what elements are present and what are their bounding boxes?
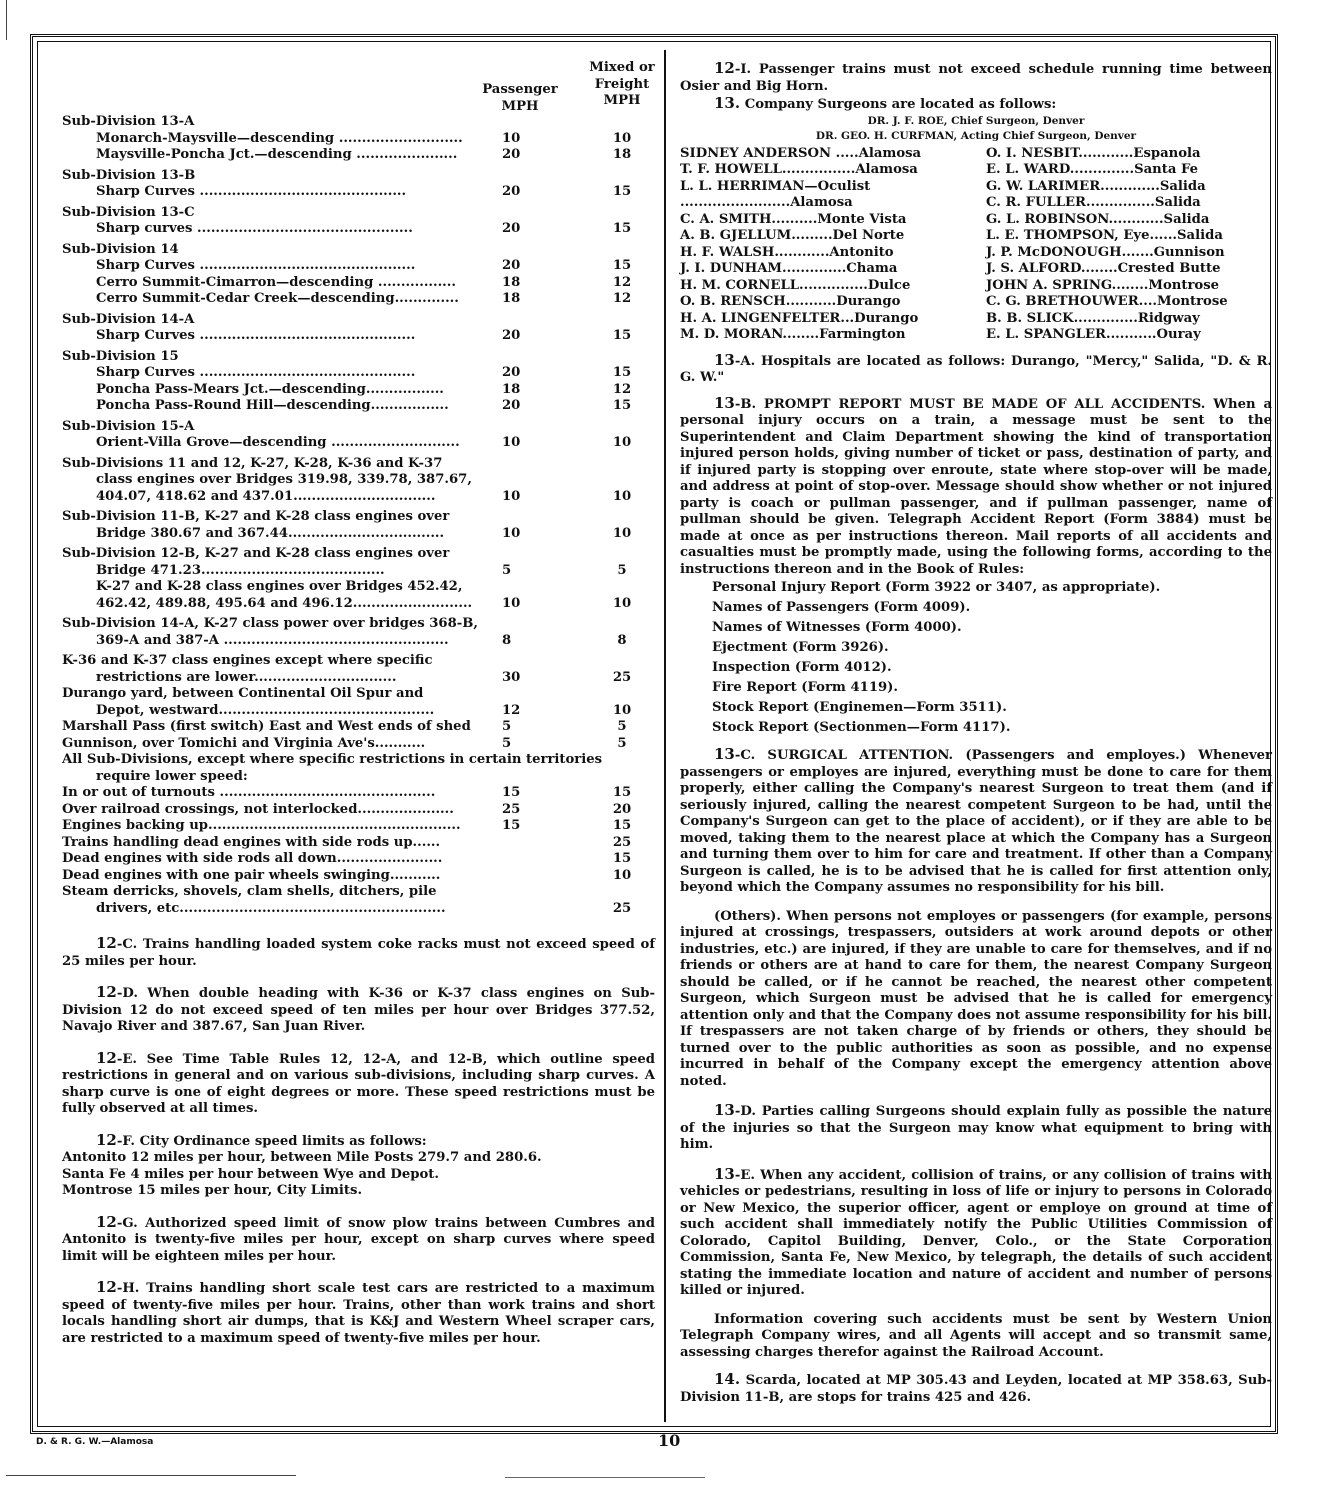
speed-row-label: Cerro Summit-Cimarron—descending ................. xyxy=(96,274,456,290)
footer-office: D. & R. G. W.—Alamosa xyxy=(36,1437,154,1447)
speed-row xyxy=(62,719,655,736)
speed-row xyxy=(62,884,655,901)
speed-row xyxy=(62,835,655,852)
freight-speed: 15 xyxy=(612,398,632,413)
surgeon-entry: C. G. BRETHOUWER....Montrose xyxy=(986,294,1228,309)
subdivision-heading xyxy=(62,114,655,131)
passenger-speed: 8 xyxy=(502,632,512,648)
passenger-speed: 18 xyxy=(502,291,521,306)
speed-row xyxy=(62,769,655,786)
surgeon-entry: H. A. LINGENFELTER...Durango xyxy=(680,310,919,326)
passenger-speed: 20 xyxy=(502,221,521,236)
freight-speed: 10 xyxy=(612,867,632,883)
freight-speed: 15 xyxy=(612,851,632,866)
freight-speed: 12 xyxy=(612,274,632,290)
passenger-speed: 12 xyxy=(502,702,521,718)
speed-row-label: require lower speed: xyxy=(96,768,248,784)
subdivision-heading xyxy=(62,205,655,222)
passenger-speed: 18 xyxy=(502,381,521,397)
surgeon-row xyxy=(680,228,1272,245)
speed-row-label: Cerro Summit-Cedar Creek—descending.............. xyxy=(96,291,459,306)
form-list xyxy=(680,578,1272,738)
surgeon-entry: L. E. THOMPSON, Eye......Salida xyxy=(986,228,1223,243)
speed-row xyxy=(62,435,655,452)
speed-row-label: drivers, etc.......................................................... xyxy=(96,900,446,916)
speed-row-label: Sharp Curves ............................................... xyxy=(96,328,416,343)
chief-surgeon: DR. J. F. ROE, Chief Surgeon, Denver xyxy=(867,114,1085,127)
passenger-speed: 10 xyxy=(502,488,521,504)
speed-row xyxy=(62,670,655,687)
city-speed-limit: Antonito 12 miles per hour, between Mile Posts 279.7 and 280.6. xyxy=(62,1150,542,1165)
speed-row xyxy=(62,328,655,345)
speed-row xyxy=(62,802,655,819)
speed-row xyxy=(62,526,655,543)
speed-row-label: Durango yard, between Continental Oil Spur and xyxy=(62,686,424,701)
rule-12-i: 12-I. Passenger trains must not exceed schedule running time between Osier and Big Horn. xyxy=(680,59,1272,94)
surgeon-entry: C. R. FULLER...............Salida xyxy=(986,195,1201,210)
speed-row xyxy=(62,736,655,753)
speed-table xyxy=(62,114,655,917)
report-form-item: Ejectment (Form 3926). xyxy=(712,640,889,655)
surgeon-entry: H. F. WALSH............Antonito xyxy=(680,244,894,260)
speed-row-label: Sharp Curves ............................................... xyxy=(96,365,416,380)
report-form-item: Stock Report (Enginemen—Form 3511). xyxy=(712,700,1007,715)
speed-row xyxy=(62,633,655,650)
freight-speed: 15 xyxy=(612,365,632,380)
surgeon-entry: E. L. SPANGLER...........Ouray xyxy=(986,327,1201,342)
speed-row-label: 462.42, 489.88, 495.64 and 496.12.......................... xyxy=(96,595,473,611)
speed-row-label: Trains handling dead engines with side rods up...... xyxy=(62,834,441,850)
right-column xyxy=(680,58,1272,1406)
surgeon-row xyxy=(680,179,1272,196)
speed-row-label: Sub-Division 13-B xyxy=(62,167,196,183)
freight-speed: 15 xyxy=(612,818,632,833)
speed-row-label: Steam derricks, shovels, clam shells, ditchers, pile xyxy=(62,884,437,899)
speed-row-label: Over railroad crossings, not interlocked..................... xyxy=(62,801,454,817)
rule-12-d: 12-D. When double heading with K-36 or K-37 class engines on Sub-Division 12 do not exceed speed of ten miles per hour over Bridges 377.52, Navajo River and 387.67, San Juan River. xyxy=(62,983,655,1034)
freight-speed: 20 xyxy=(612,801,632,817)
speed-row-label: 369-A and 387-A ................................................. xyxy=(96,632,449,648)
speed-row xyxy=(62,221,655,238)
freight-mph-header: Mixed or Freight MPH xyxy=(589,60,655,108)
surgeon-row xyxy=(680,294,1272,311)
speed-row-label: All Sub-Divisions, except where specific restrictions in certain territories xyxy=(62,752,603,767)
freight-speed: 15 xyxy=(612,258,632,273)
column-divider xyxy=(664,50,666,1422)
surgeon-entry: SIDNEY ANDERSON .....Alamosa xyxy=(680,145,922,161)
rule-13-a: 13-A. Hospitals are located as follows: Durango, "Mercy," Salida, "D. & R. G. W." xyxy=(680,350,1272,385)
speed-row xyxy=(62,382,655,399)
speed-row xyxy=(62,291,655,308)
speed-row-label: Marshall Pass (first switch) East and West ends of shed xyxy=(62,719,471,734)
speed-row xyxy=(62,398,655,415)
speed-row-label: Sub-Division 14 xyxy=(62,241,179,257)
passenger-speed: 20 xyxy=(502,258,521,273)
subdivision-heading xyxy=(62,456,655,473)
freight-speed: 25 xyxy=(612,900,632,916)
passenger-speed: 15 xyxy=(502,785,521,800)
rule-12-c: 12-C. Trains handling loaded system coke racks must not exceed speed of 25 miles per hour. xyxy=(62,934,655,969)
report-form-item: Names of Witnesses (Form 4000). xyxy=(712,620,962,635)
speed-row xyxy=(62,868,655,885)
surgeon-entry: H. M. CORNELL...............Dulce xyxy=(680,277,911,293)
freight-speed: 25 xyxy=(612,834,632,850)
speed-row-label: Sub-Division 12-B, K-27 and K-28 class engines over xyxy=(62,546,450,561)
freight-speed: 5 xyxy=(617,562,627,578)
speed-row-label: Sharp Curves ............................................... xyxy=(96,258,416,273)
surgeon-entry: M. D. MORAN........Farmington xyxy=(680,327,906,342)
surgeon-list xyxy=(680,146,1272,344)
subdivision-heading xyxy=(62,419,655,436)
report-form-item: Stock Report (Sectionmen—Form 4117). xyxy=(712,720,1011,735)
scan-artifact-line xyxy=(505,1477,705,1478)
rule-14: 14. Scarda, located at MP 305.43 and Leyden, located at MP 358.63, Sub-Division 11-B, are stops for trains 425 and 426. xyxy=(680,1370,1272,1405)
accident-info: Information covering such accidents must be sent by Western Union Telegraph Company wires, and all Agents will accept and so transmit same, assessing charges therefor against the Railroad Account. xyxy=(680,1311,1272,1360)
speed-row xyxy=(62,131,655,148)
freight-speed: 25 xyxy=(612,669,632,685)
freight-speed: 5 xyxy=(617,735,627,751)
speed-row xyxy=(62,472,655,489)
surgeon-entry: O. I. NESBIT............Espanola xyxy=(986,145,1201,161)
passenger-speed: 18 xyxy=(502,274,521,290)
speed-row-label: Bridge 380.67 and 367.44.................................. xyxy=(96,525,445,541)
rule-13-e: 13-E. When any accident, collision of trains, or any collision of trains with vehicles or pedestrians, resulting in loss of life or injury to persons in Colorado or New Mexico, the superior officer, agent or employe on ground at time of such accident shall immediately notify the Public Utilities Commission of Colorado, Capitol Building, Denver, Colo., or the State Corporation Commission, Santa Fe, New Mexico, by telegraph, the details of such accident stating the immediate location and nature of accident and number of persons killed or injured. xyxy=(680,1164,1272,1298)
report-form-item: Personal Injury Report (Form 3922 or 3407, as appropriate). xyxy=(712,580,1161,595)
speed-table-header xyxy=(62,58,655,114)
surgeon-entry: J. S. ALFORD........Crested Butte xyxy=(986,261,1221,276)
speed-row xyxy=(62,147,655,164)
passenger-speed: 10 xyxy=(502,435,521,450)
speed-row-label: In or out of turnouts ............................................... xyxy=(62,785,436,800)
surgeon-entry: E. L. WARD..............Santa Fe xyxy=(986,162,1199,177)
speed-row xyxy=(62,563,655,580)
rule-12-e: 12-E. See Time Table Rules 12, 12-A, and 12-B, which outline speed restrictions in general and on various sub-divisions, including sharp curves. A sharp curve is one of eight degrees or more. These speed restrictions must be fully observed at all times. xyxy=(62,1048,655,1116)
speed-row xyxy=(62,275,655,292)
speed-row xyxy=(62,851,655,868)
page-number: 10 xyxy=(658,1431,681,1450)
passenger-speed: 25 xyxy=(502,801,521,817)
speed-row xyxy=(62,818,655,835)
left-column xyxy=(62,58,655,1347)
speed-row-label: Dead engines with one pair wheels swinging........... xyxy=(62,867,441,883)
left-rules xyxy=(62,935,655,1347)
subdivision-heading xyxy=(62,349,655,366)
rule-13-b: 13-B. PROMPT REPORT MUST BE MADE OF ALL ACCIDENTS. When a personal injury occurs on a train, a message must be sent to the Superintendent and Claim Department showing the kind of transportation injured person holds, giving number of ticket or pass, destination of party, and if injured party is stopping over enroute, state where stop-over will be made, and address at point of stop-over. Message should show whether or not injured party is coach or pullman passenger, and if pullman passenger, name of pullman should be given. Telegraph Accident Report (Form 3884) must be made at once as per instructions thereon. Mail reports of all accidents and casualties must be promptly made, using the following forms, according to the instructions thereon and in the Book of Rules: xyxy=(680,393,1272,577)
freight-speed: 10 xyxy=(612,702,632,718)
subdivision-heading xyxy=(62,168,655,185)
freight-speed: 5 xyxy=(617,719,627,734)
subdivision-heading xyxy=(62,509,655,526)
speed-row-label: Engines backing up....................................................... xyxy=(62,818,461,833)
subdivision-heading xyxy=(62,616,655,633)
speed-row xyxy=(62,596,655,613)
surgeon-row xyxy=(680,195,1272,212)
rule-12-h: 12-H. Trains handling short scale test cars are restricted to a maximum speed of twenty-five miles per hour. Trains, other than work trains and short locals handling short air dumps, that is K&J and Western Wheel scraper cars, are restricted to a maximum speed of twenty-five miles per hour. xyxy=(62,1278,655,1346)
passenger-speed: 30 xyxy=(502,669,521,685)
speed-row-label: Monarch-Maysville—descending ........................... xyxy=(96,130,463,146)
speed-row-label: Poncha Pass-Round Hill—descending................. xyxy=(96,398,449,413)
speed-row-label: 404.07, 418.62 and 437.01............................... xyxy=(96,488,436,504)
surgeon-entry: L. L. HERRIMAN—Oculist xyxy=(680,178,871,194)
passenger-speed: 15 xyxy=(502,818,521,833)
surgeon-entry: G. W. LARIMER.............Salida xyxy=(986,178,1206,194)
speed-row-label: Orient-Villa Grove—descending ............................ xyxy=(96,435,460,450)
speed-row xyxy=(62,489,655,506)
surgeon-row xyxy=(680,278,1272,295)
freight-speed: 15 xyxy=(612,785,632,800)
freight-speed: 10 xyxy=(612,525,632,541)
speed-row-label: K-27 and K-28 class engines over Bridges 452.42, xyxy=(96,579,463,594)
surgeon-entry: T. F. HOWELL................Alamosa xyxy=(680,162,918,177)
report-form-item: Inspection (Form 4012). xyxy=(712,660,892,675)
subdivision-heading xyxy=(62,312,655,329)
acting-chief-surgeon: DR. GEO. H. CURFMAN, Acting Chief Surgeon, Denver xyxy=(815,129,1137,142)
surgeon-entry: JOHN A. SPRING........Montrose xyxy=(986,277,1220,293)
surgeon-entry: O. B. RENSCH...........Durango xyxy=(680,294,901,309)
surgeon-row xyxy=(680,162,1272,179)
freight-speed: 10 xyxy=(612,435,632,450)
freight-speed: 12 xyxy=(612,381,632,397)
freight-speed: 15 xyxy=(612,184,632,199)
speed-row-label: Sub-Division 14-A xyxy=(62,311,195,327)
subdivision-heading xyxy=(62,546,655,563)
surgeon-row xyxy=(680,245,1272,262)
surgeon-entry: A. B. GJELLUM.........Del Norte xyxy=(680,228,905,243)
passenger-speed: 20 xyxy=(502,398,521,413)
subdivision-heading xyxy=(62,242,655,259)
rule-13-c: 13-C. SURGICAL ATTENTION. (Passengers and employes.) Whenever passengers or employes are injured, everything must be done to care for them properly, either calling the Company's nearest Surgeon to treat them (and if seriously injured, calling the nearest competent Surgeon to be had, until the Company's Surgeon can get to the place of accident), or if they are able to be moved, taking them to the nearest place at which the Company has a Surgeon and turning them over to him for care and treatment. If other than a Company Surgeon is called, he is to be advised that he is called for first attention only, beyond which the Company assumes no responsibility for his bill. xyxy=(680,745,1272,895)
surgeon-row xyxy=(680,311,1272,328)
freight-speed: 15 xyxy=(612,221,632,236)
surgeon-entry: J. P. McDONOUGH.......Gunnison xyxy=(986,244,1225,260)
surgeon-entry: J. I. DUNHAM..............Chama xyxy=(680,261,898,276)
city-speed-limit: Montrose 15 miles per hour, City Limits. xyxy=(62,1183,363,1198)
freight-speed: 18 xyxy=(612,147,632,162)
passenger-speed: 10 xyxy=(502,525,521,541)
passenger-speed: 20 xyxy=(502,365,521,380)
speed-row xyxy=(62,258,655,275)
surgeon-row xyxy=(680,146,1272,163)
rule-13-c-others: (Others). When persons not employes or passengers (for example, persons injured at crossings, trespassers, outsiders at work around depots or other industries, etc.) are injured, if they are unable to care for themselves, and if no friends or others are at hand to care for them, the nearest Company Surgeon should be called, or if he cannot be reached, the nearest other competent Surgeon, which Surgeon must be advised that he is called for emergency attention only and that the Company does not assume responsibility for his bill. If trespassers are not taken charge of by friends or others, they should be turned over to the public authorities as soon as possible, and no expense incurred in behalf of the Company except the emergency attention above noted. xyxy=(680,908,1272,1089)
passenger-speed: 20 xyxy=(502,184,521,199)
surgeon-entry: G. L. ROBINSON............Salida xyxy=(986,211,1210,227)
speed-row-label: Sub-Divisions 11 and 12, K-27, K-28, K-36 and K-37 xyxy=(62,455,443,471)
speed-row-label: Sub-Division 15-A xyxy=(62,418,195,434)
speed-row-label: Sub-Division 15 xyxy=(62,348,179,364)
speed-row xyxy=(62,752,655,769)
passenger-speed: 10 xyxy=(502,130,521,146)
speed-row xyxy=(62,579,655,596)
surgeon-row xyxy=(680,212,1272,229)
speed-row xyxy=(62,703,655,720)
scan-edge-mark xyxy=(6,0,7,40)
speed-row-label: class engines over Bridges 319.98, 339.78, 387.67, xyxy=(96,472,472,487)
speed-row-label: Sub-Division 13-A xyxy=(62,114,195,129)
speed-row xyxy=(62,901,655,918)
speed-row-label: Poncha Pass-Mears Jct.—descending................. xyxy=(96,381,444,397)
rule-13: 13. Company Surgeons are located as follows: xyxy=(714,94,1057,112)
surgeon-entry: B. B. SLICK..............Ridgway xyxy=(986,310,1200,326)
speed-row-label: Sharp Curves ............................................. xyxy=(96,184,407,199)
report-form-item: Names of Passengers (Form 4009). xyxy=(712,600,971,615)
passenger-speed: 20 xyxy=(502,328,521,343)
freight-speed: 8 xyxy=(617,632,627,648)
scan-artifact-line xyxy=(6,1475,296,1476)
surgeon-entry: ........................Alamosa xyxy=(680,195,853,210)
speed-row-label: Sub-Division 11-B, K-27 and K-28 class engines over xyxy=(62,509,450,524)
freight-speed: 15 xyxy=(612,328,632,343)
speed-row-label: K-36 and K-37 class engines except where specific xyxy=(62,653,433,668)
rule-12-g: 12-G. Authorized speed limit of snow plow trains between Cumbres and Antonito is twenty-five miles per hour, except on sharp curves where speed limit will be eighteen miles per hour. xyxy=(62,1212,655,1264)
speed-row-label: Depot, westward............................................... xyxy=(96,702,435,718)
city-speed-limit: Santa Fe 4 miles per hour between Wye and Depot. xyxy=(62,1166,439,1182)
rule-12-f: 12-F. City Ordinance speed limits as follows: xyxy=(96,1130,427,1149)
freight-speed: 12 xyxy=(612,291,632,306)
speed-row xyxy=(62,785,655,802)
surgeon-row xyxy=(680,327,1272,344)
passenger-mph-header: Passenger MPH xyxy=(482,82,558,114)
surgeon-row xyxy=(680,261,1272,278)
passenger-speed: 5 xyxy=(502,735,512,751)
speed-row xyxy=(62,686,655,703)
speed-row-label: restrictions are lower............................... xyxy=(96,669,397,685)
freight-speed: 10 xyxy=(612,595,632,611)
speed-row xyxy=(62,184,655,201)
speed-row xyxy=(62,365,655,382)
freight-speed: 10 xyxy=(612,488,632,504)
passenger-speed: 10 xyxy=(502,595,521,611)
report-form-item: Fire Report (Form 4119). xyxy=(712,680,899,695)
freight-speed: 10 xyxy=(612,130,632,146)
passenger-speed: 20 xyxy=(502,147,521,162)
speed-row-label: Gunnison, over Tomichi and Virginia Ave's........... xyxy=(62,735,426,751)
speed-row-label: Dead engines with side rods all down....................... xyxy=(62,851,443,866)
surgeon-entry: C. A. SMITH..........Monte Vista xyxy=(680,211,907,227)
speed-row-label: Bridge 471.23........................................ xyxy=(96,562,385,578)
speed-row-label: Sub-Division 13-C xyxy=(62,204,195,220)
subdivision-heading xyxy=(62,653,655,670)
passenger-speed: 5 xyxy=(502,562,512,578)
speed-row-label: Sub-Division 14-A, K-27 class power over bridges 368-B, xyxy=(62,616,478,631)
passenger-speed: 5 xyxy=(502,719,512,734)
rule-13-d: 13-D. Parties calling Surgeons should explain fully as possible the nature of the injuries so that the Surgeon may know what equipment to bring with him. xyxy=(680,1101,1272,1152)
speed-row-label: Maysville-Poncha Jct.—descending ...................... xyxy=(96,147,458,162)
speed-row-label: Sharp curves ............................................... xyxy=(96,221,413,236)
